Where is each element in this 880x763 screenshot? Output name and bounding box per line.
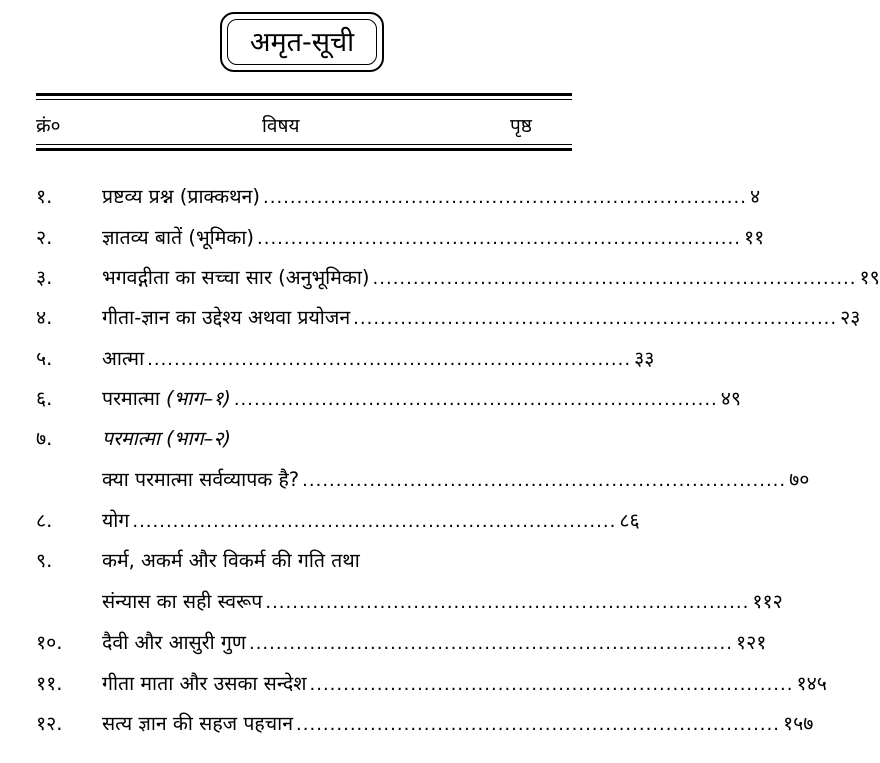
toc-entry[interactable] [0,546,600,576]
entry-number: १०. [36,631,63,654]
entry-page: ४९ [720,387,742,410]
entry-page: १२१ [735,631,767,654]
entry-page: ११ [743,226,765,249]
toc-entry[interactable] [0,424,600,454]
entry-title: भगवद्गीता का सच्चा सार (अनुभूमिका) [102,266,370,289]
entry-part: (भाग–१) [165,387,231,410]
leader-dots: ........................................................................ [372,268,857,289]
entry-title: सत्य ज्ञान की सहज पहचान [102,712,294,735]
leader-dots: ........................................................................ [263,187,747,208]
entry-number: ६. [36,387,53,410]
entry-title: गीता-ज्ञान का उद्देश्य अथवा प्रयोजन [102,306,351,329]
top-rule-thick [36,93,572,96]
entry-number: २. [36,226,53,249]
toc-entry[interactable] [0,384,742,414]
toc-entry[interactable] [0,344,655,374]
toc-entry[interactable] [0,587,783,617]
entry-number: १२. [36,712,63,735]
entry-page: ११२ [752,590,783,613]
header-rule-thin [36,144,572,145]
entry-page: ७० [789,468,810,491]
toc-entry[interactable] [0,465,810,495]
entry-number: १. [36,185,53,208]
leader-dots: ........................................................................ [302,470,787,491]
toc-entry[interactable] [0,263,880,293]
title-frame [220,12,384,72]
header-subject: विषय [262,115,300,137]
entry-title: परमात्मा (भाग–२) [102,427,231,450]
entry-title: संन्यास का सही स्वरूप [102,590,263,613]
leader-dots: ........................................................................ [309,674,794,695]
entry-title: ज्ञातव्य बातें (भूमिका) [102,226,255,249]
entry-title: क्या परमात्मा सर्वव्यापक है? [102,468,300,491]
entry-page: ३३ [634,347,655,370]
entry-title: प्रष्टव्य प्रश्न (प्राक्कथन) [102,185,260,208]
toc-entry[interactable] [0,506,640,536]
entry-title: दैवी और आसुरी गुण [102,631,246,654]
entry-page: १४५ [796,672,827,695]
leader-dots: ........................................................................ [353,308,838,329]
entry-title: परमात्मा [102,387,160,410]
entry-page: १५७ [783,712,814,735]
entry-title: कर्म, अकर्म और विकर्म की गति तथा [102,549,360,572]
toc-entry[interactable] [0,709,814,739]
top-rule-thin [36,99,572,100]
entry-number: ४. [36,306,53,329]
entry-number: ७. [36,427,53,450]
header-number: क्रं० [36,115,61,137]
page-title: अमृत-सूची [227,19,377,65]
leader-dots: ........................................................................ [265,592,750,613]
toc-entry[interactable] [0,628,767,658]
leader-dots: ........................................................................ [248,633,733,654]
entry-page: २३ [840,306,861,329]
entry-title: आत्मा [102,347,145,370]
header-rule-thick [36,148,572,151]
leader-dots: ........................................................................ [296,714,781,735]
leader-dots: ........................................................................ [257,228,741,249]
entry-title: योग [102,509,130,532]
entry-number: ८. [36,509,53,532]
entry-page: १९ [859,266,880,289]
leader-dots: ........................................................................ [132,511,617,532]
toc-entry[interactable] [0,669,827,699]
toc-entry[interactable] [0,182,761,212]
entry-page: ४ [749,185,761,208]
toc-entry[interactable] [0,303,861,333]
entry-number: ३. [36,266,53,289]
entry-title: गीता माता और उसका सन्देश [102,672,307,695]
entry-page: ८६ [619,509,640,532]
leader-dots: ........................................................................ [147,349,632,370]
entry-number: ११. [36,672,63,695]
entry-number: ५. [36,347,53,370]
entry-number: ९. [36,549,53,572]
header-page: पृष्ठ [510,115,532,137]
toc-entry[interactable] [0,223,765,253]
leader-dots: ........................................................................ [233,389,718,410]
